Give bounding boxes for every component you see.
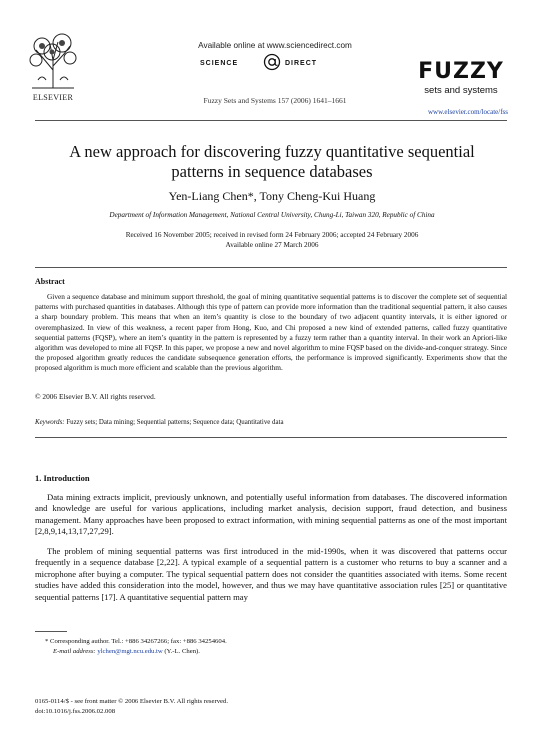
publisher-name: ELSEVIER [32,93,74,102]
journal-logo-main: FUZZY [418,59,504,84]
header-rule [35,120,507,121]
title-line-2: patterns in sequence databases [171,162,373,181]
section-heading: 1. Introduction [35,473,90,483]
abstract-heading: Abstract [35,277,65,286]
received-dates: Received 16 November 2005; received in revised form 24 February 2006; accepted 24 February 2006 [125,231,419,239]
intro-paragraph-2: The problem of mining sequential patterns was first introduced in the mid-1990s, when it was discovered that patterns occur frequently in a sequence database [2,22]. A typical example of a sequential pattern is a customer who returns to buy a scanner and a microphone after buying a computer. The typical sequential pattern does not consider the quantities associated with items. Some recent studies have added this consideration into the model, however, and thus we may have quantitative association rules [25] or quantitative sequential patterns [17]. A quantitative sequential pattern may [35,546,507,602]
email-suffix: (Y.-L. Chen). [164,647,200,655]
direct-label: DIRECT [285,60,318,67]
at-symbol-icon [263,53,281,71]
keywords-list: Fuzzy sets; Data mining; Sequential patterns; Sequence data; Quantitative data [66,419,284,426]
email-label: E-mail address: [53,647,96,655]
authors: Yen-Liang Chen*, Tony Cheng-Kui Huang [168,189,376,203]
abstract-text: Given a sequence database and minimum support threshold, the goal of mining quantitative sequential patterns is to discover the complete set of sequential patterns with purchased quantities in databases. Although this type of pattern can provide more information than the traditional sequential pattern, it also causes a sharp boundary problem. This means that when an item’s quantity is close to the boundary of two adjacent quantity intervals, it is either ignored or overemphasized. In view of this weakness, a recent paper from Hong, Kuo, and Chi proposed a new kind of extended patterns, called fuzzy quantitative sequential patterns (FQSP), where an item’s quantity in the pattern is represented by a fuzzy term rather than a quantity interval. In their work an Apriori-like algorithm was developed to mine all FQSP. In this paper, we propose a new and novel algorithm to mine FQSP based on the divide-and-conquer strategy. Since the proposed algorithm greatly reduces the candidate subsequence generation efforts, the performance is improved significantly. Experiments show that the proposed algorithm is much more efficient and scalable than the previous algorithm. [35,292,507,373]
journal-url-link[interactable]: www.elsevier.com/locate/fss [427,108,508,116]
sciencedirect-logo [185,53,365,73]
available-date: Available online 27 March 2006 [225,241,319,249]
journal-logo [418,60,504,104]
affiliation: Department of Information Management, National Central University, Chung-Li, Taiwan 320, Republic of China [109,211,435,219]
abstract-bottom-rule [35,437,507,438]
article-dates [40,230,504,250]
journal-logo-sub: sets and systems [424,85,498,96]
keywords [35,419,507,426]
corresponding-author-note: * Corresponding author. Tel.: +886 34267266; fax: +886 34254604. [45,638,227,645]
intro-paragraph-1: Data mining extracts implicit, previously unknown, and potentially useful information from databases. The discovered information and knowledge are useful for various applications, including market analysis, decision support, fraud detection, and business management. Many approaches have been proposed to extract information, with mining sequential patterns as one of the most important [2,8,9,14,13,17,27,29]. [35,492,507,537]
science-label: SCIENCE [200,60,239,67]
footnote-rule [35,631,67,632]
email-link[interactable]: ylchen@mgt.ncu.edu.tw [97,647,163,655]
article-title [40,142,504,182]
journal-citation: Fuzzy Sets and Systems 157 (2006) 1641–1661 [203,96,347,105]
footnote [45,637,505,656]
email-line [45,647,505,657]
abstract-top-rule [35,267,507,268]
doi-line: doi:10.1016/j.fss.2006.02.008 [35,707,116,715]
availability-line[interactable]: Available online at www.sciencedirect.com [198,41,352,50]
issn-line: 0165-0114/$ - see front matter © 2006 Elsevier B.V. All rights reserved. [35,698,229,705]
keywords-label: Keywords: [35,419,65,426]
elsevier-tree-logo [28,30,78,92]
abstract-copyright: © 2006 Elsevier B.V. All rights reserved. [35,392,156,401]
title-line-1: A new approach for discovering fuzzy quantitative sequential [69,142,475,161]
bottom-info [35,697,507,716]
